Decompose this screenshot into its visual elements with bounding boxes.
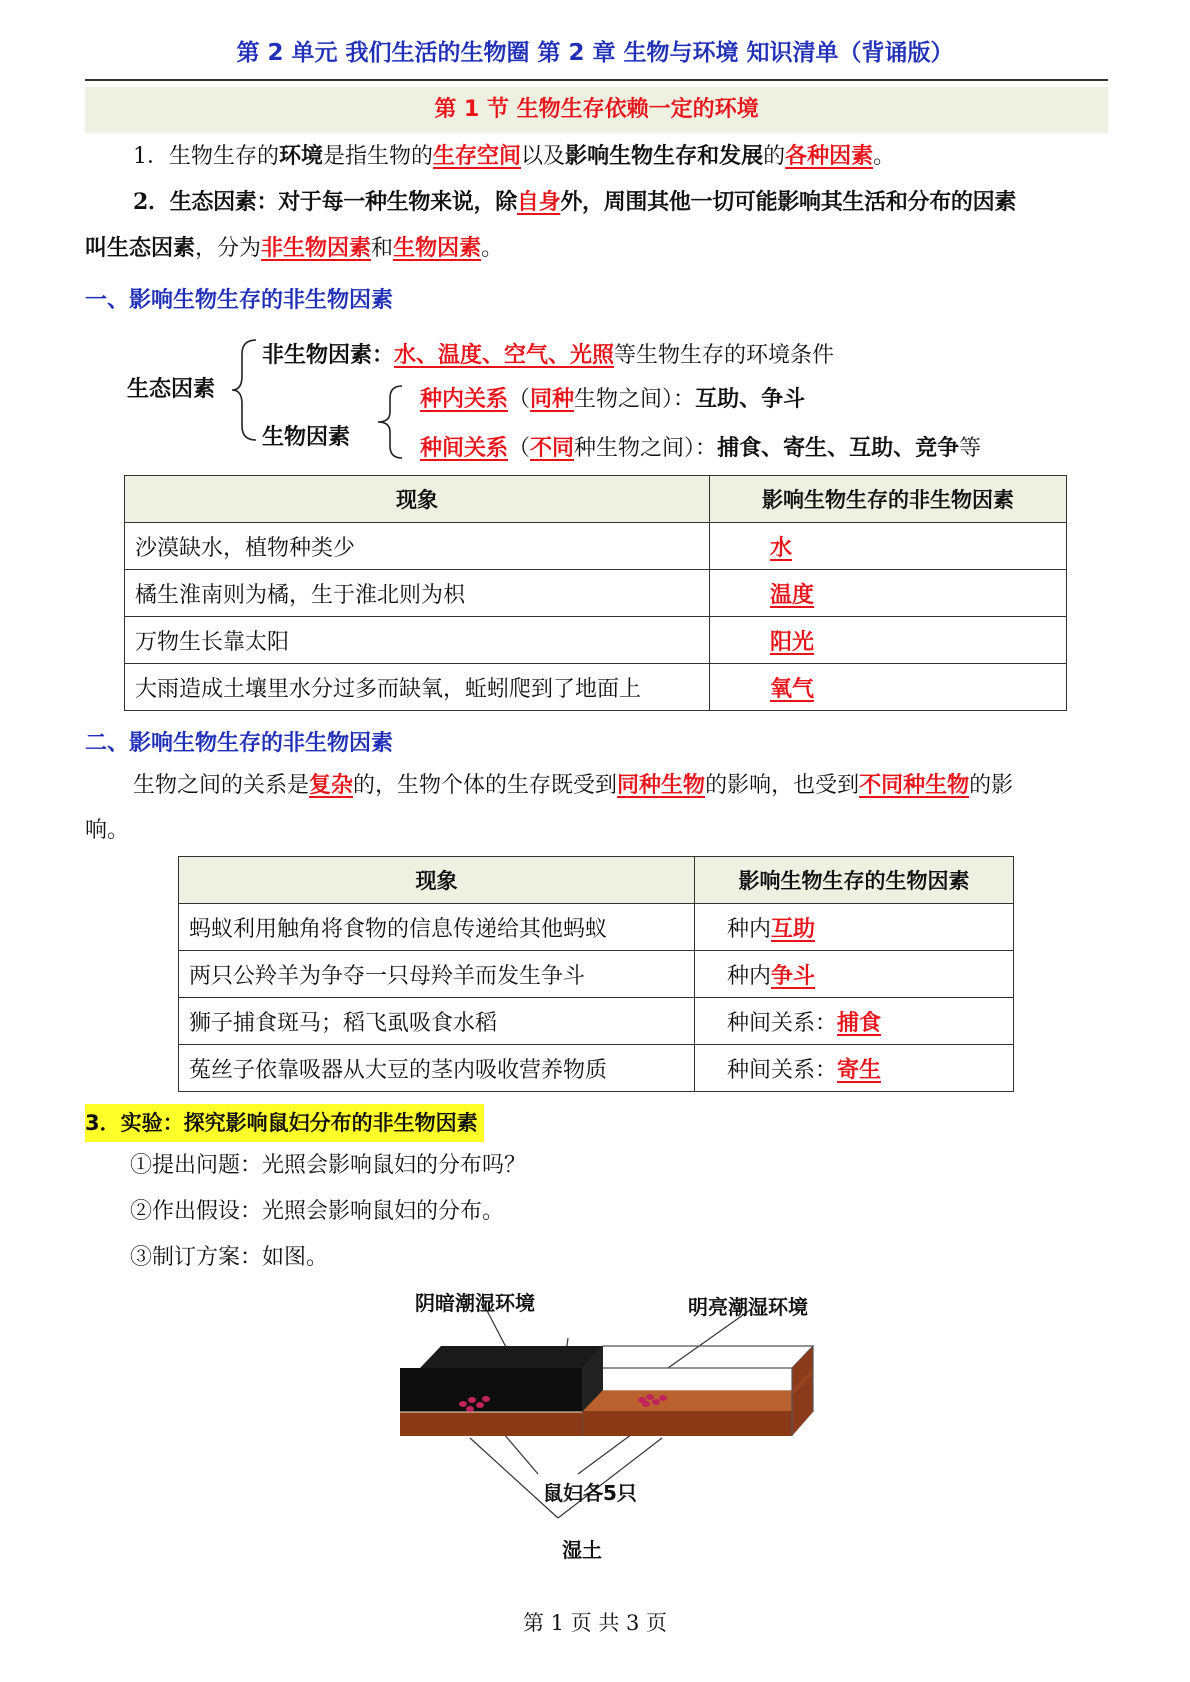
paragraph-biotic-relations-line2: 响。	[85, 818, 130, 843]
phenomenon-cell: 橘生淮南则为橘，生于淮北则为枳	[125, 570, 710, 617]
dark-chamber	[400, 1346, 603, 1436]
text: 生物之间的关系是	[133, 773, 310, 798]
answer: 不同种生物	[859, 772, 970, 798]
answer: 不同	[530, 435, 575, 461]
answer: 种内关系	[420, 386, 509, 412]
phenomenon-cell: 沙漠缺水，植物种类少	[125, 523, 710, 570]
woodlouse-icon	[659, 1395, 667, 1401]
text: 和	[371, 236, 394, 261]
text: （	[508, 387, 531, 412]
factor-cell	[695, 1045, 1014, 1092]
answer: 互助	[771, 915, 816, 942]
answer: 非生物因素	[261, 235, 372, 261]
factor-cell	[695, 951, 1014, 998]
brace-abiotic-row	[262, 338, 834, 369]
phenomenon-cell: 万物生长靠太阳	[125, 617, 710, 664]
experiment-step-question: ①提出问题：光照会影响鼠妇的分布吗？	[130, 1153, 527, 1178]
text: 以及	[521, 144, 566, 169]
answer: 捕食	[837, 1009, 882, 1036]
title-divider	[85, 79, 1108, 81]
brace-biotic-label: 生物因素	[262, 424, 351, 450]
table-row	[125, 570, 1067, 617]
answer: 温度	[770, 581, 815, 608]
brace-inner-icon	[372, 384, 412, 460]
answer: 阳光	[770, 628, 815, 655]
answer: 争斗	[771, 962, 816, 989]
table-header: 现象	[125, 476, 710, 523]
table-row	[179, 904, 1014, 951]
paragraph-ecological-factors-line2	[85, 225, 1108, 272]
paragraph-biotic-relations	[85, 762, 1108, 809]
figure-label-dark: 阴暗潮湿环境	[415, 1291, 535, 1315]
figure-label-bright: 明亮潮湿环境	[688, 1295, 808, 1319]
factor-cell	[710, 523, 1067, 570]
text: 外，周围其他一切可能影响其生活和分布的因素	[560, 189, 1017, 215]
woodlouse-experiment-figure	[400, 1278, 840, 1560]
text: 等	[959, 436, 982, 461]
text: 互助、争斗	[695, 386, 806, 412]
text: 种生物之间）：	[574, 436, 718, 461]
table-row	[125, 664, 1067, 711]
phenomenon-cell: 菟丝子依靠吸器从大豆的茎内吸收营养物质	[179, 1045, 695, 1092]
factor-cell	[695, 904, 1014, 951]
table-row	[179, 998, 1014, 1045]
experiment-title: 3．实验：探究影响鼠妇分布的非生物因素	[85, 1104, 484, 1142]
woodlouse-icon	[482, 1396, 490, 1402]
factor-cell	[710, 617, 1067, 664]
answer: 同种	[530, 386, 575, 412]
woodlouse-icon	[646, 1394, 654, 1400]
answer: 寄生	[837, 1056, 882, 1083]
text: 种间关系：	[727, 1010, 838, 1036]
term: 环境	[279, 143, 324, 169]
phenomenon-cell: 狮子捕食斑马；稻飞虱吸食水稻	[179, 998, 695, 1045]
text: 等生物生存的环境条件	[614, 343, 835, 368]
phenomenon-cell: 蚂蚁利用触角将食物的信息传递给其他蚂蚁	[179, 904, 695, 951]
heading-abiotic-factors: 一、影响生物生存的非生物因素	[85, 288, 394, 313]
text: 的，生物个体的生存既受到	[353, 773, 618, 798]
document-title: 第 2 单元 我们生活的生物圈 第 2 章 生物与环境 知识清单（背诵版）	[236, 40, 954, 66]
answer: 各种因素	[785, 143, 874, 169]
table-row	[179, 1045, 1014, 1092]
text: 种间关系：	[727, 1057, 838, 1083]
table-header-row	[179, 857, 1014, 904]
figure-label-woodlouse: 鼠妇各5只	[543, 1481, 637, 1505]
table-header: 现象	[179, 857, 695, 904]
abiotic-factors-table	[124, 475, 1067, 711]
woodlouse-icon	[476, 1402, 484, 1408]
text: 。	[873, 144, 896, 169]
text: 是指生物的	[323, 144, 434, 169]
brace-interspecific-row	[420, 431, 981, 462]
table-header-row	[125, 476, 1067, 523]
text: 2．生态因素：对于每一种生物来说，除	[133, 189, 517, 215]
answer: 种间关系	[420, 435, 509, 461]
text: 种内	[727, 963, 772, 989]
brace-intraspecific-row	[420, 382, 805, 413]
woodlouse-icon	[652, 1399, 660, 1405]
woodlouse-icon	[468, 1397, 476, 1403]
table-row	[125, 523, 1067, 570]
term: 影响生物生存和发展	[565, 143, 764, 169]
heading-biotic-factors: 二、影响生物生存的非生物因素	[85, 731, 394, 756]
answer: 同种生物	[617, 772, 706, 798]
page-footer: 第 1 页 共 3 页	[522, 1611, 668, 1635]
answer: 复杂	[309, 772, 354, 798]
answer: 水	[770, 534, 793, 561]
text: ，分为	[195, 236, 262, 261]
answer: 水、温度、空气、光照	[394, 342, 615, 368]
text: 。	[481, 236, 504, 261]
table-row	[125, 617, 1067, 664]
factor-cell	[695, 998, 1014, 1045]
term: 叫生态因素	[85, 235, 196, 261]
brace-root-label: 生态因素	[127, 376, 216, 402]
text: 捕食、寄生、互助、竞争	[717, 435, 960, 461]
text: 种内	[727, 916, 772, 942]
bright-chamber	[582, 1346, 813, 1436]
paragraph-ecological-factors-line1	[85, 179, 1108, 225]
text: 的影响，也受到	[705, 773, 860, 798]
answer: 生存空间	[433, 143, 522, 169]
table-row	[179, 951, 1014, 998]
woodlouse-icon	[642, 1401, 650, 1407]
woodlouse-icon	[459, 1401, 467, 1407]
woodlouse-icon	[466, 1406, 474, 1412]
text: （	[508, 436, 531, 461]
paragraph-environment-definition	[85, 133, 1108, 180]
figure-label-soil: 湿土	[562, 1538, 602, 1562]
experiment-step-hypothesis: ②作出假设：光照会影响鼠妇的分布。	[130, 1199, 505, 1224]
biotic-factors-table	[178, 856, 1014, 1092]
section-title: 第 1 节 生物生存依赖一定的环境	[85, 87, 1108, 133]
factor-cell	[710, 570, 1067, 617]
answer: 生物因素	[393, 235, 482, 261]
answer: 氧气	[770, 675, 815, 702]
text: 生物之间）：	[574, 387, 696, 412]
answer: 自身	[516, 189, 561, 215]
experiment-step-plan: ③制订方案：如图。	[130, 1245, 329, 1270]
text: 的影	[969, 773, 1014, 798]
text: 1．生物生存的	[133, 144, 279, 169]
table-header: 影响生物生存的非生物因素	[710, 476, 1067, 523]
text: 的	[763, 144, 786, 169]
phenomenon-cell: 大雨造成土壤里水分过多而缺氧，蚯蚓爬到了地面上	[125, 664, 710, 711]
table-header: 影响生物生存的生物因素	[695, 857, 1014, 904]
label: 非生物因素：	[262, 342, 395, 368]
phenomenon-cell: 两只公羚羊为争夺一只母羚羊而发生争斗	[179, 951, 695, 998]
factor-cell	[710, 664, 1067, 711]
